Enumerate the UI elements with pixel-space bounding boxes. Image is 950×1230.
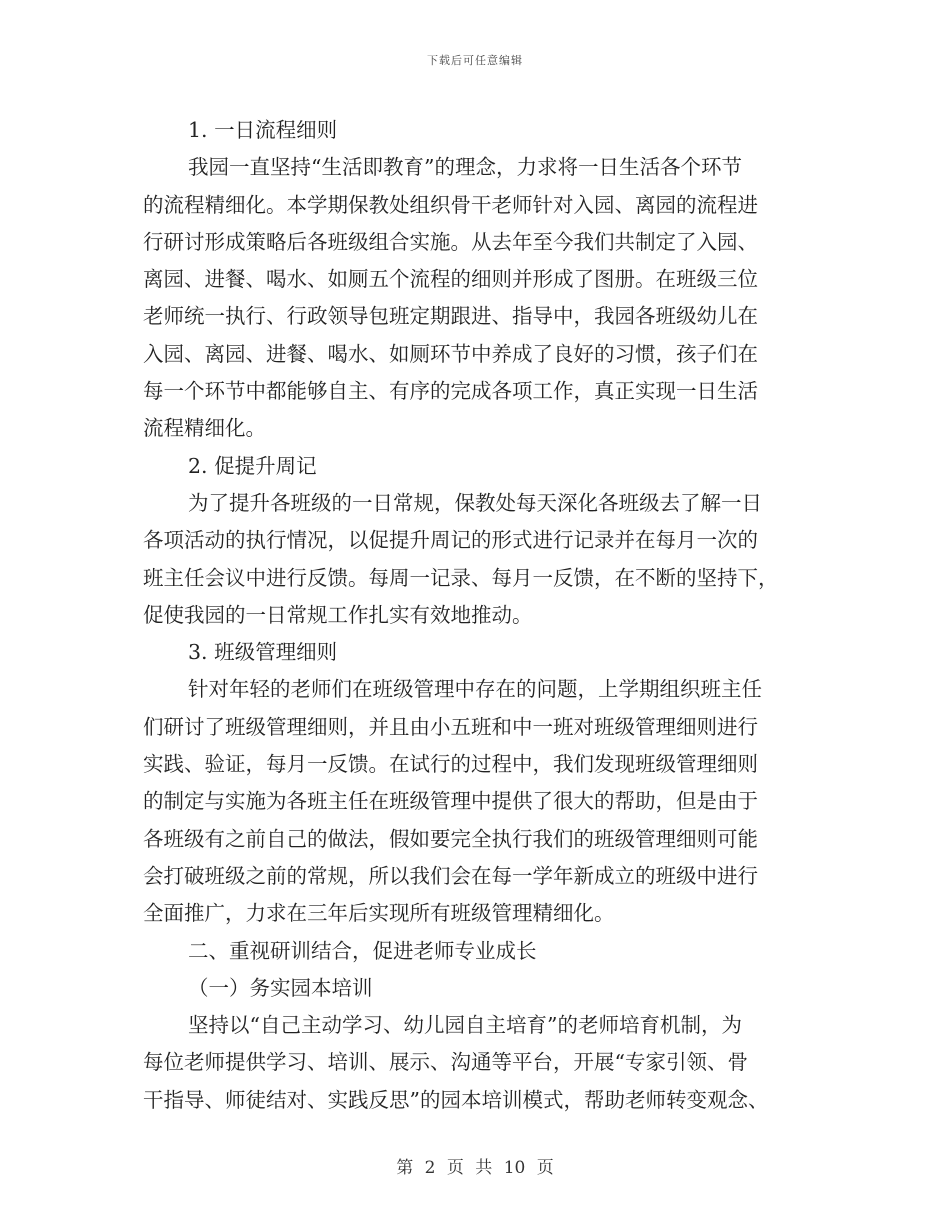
text-line: 我园一直坚持“生活即教育”的理念，力求将一日生活各个环节 xyxy=(188,155,742,180)
text-line: 班主任会议中进行反馈。每周一记录、每月一反馈，在不断的坚持下， xyxy=(143,565,779,590)
text-line: 1. 一日流程细则 xyxy=(188,118,338,142)
text-line: 入园、离园、进餐、喝水、如厕环节中养成了良好的习惯，孩子们在 xyxy=(143,341,758,366)
text-line: 每一个环节中都能够自主、有序的完成各项工作，真正实现一日生活 xyxy=(143,379,758,404)
text-line: 流程精细化。 xyxy=(143,416,266,441)
text-line: 各项活动的执行情况，以促提升周记的形式进行记录并在每月一次的 xyxy=(143,528,758,553)
text-line: 3. 班级管理细则 xyxy=(188,640,338,665)
page-header: 下载后可任意编辑 xyxy=(427,54,523,67)
text-line: 干指导、师徒结对、实践反思”的园本培训模式，帮助老师转变观念、 xyxy=(143,1087,769,1112)
text-line: 们研讨了班级管理细则，并且由小五班和中一班对班级管理细则进行 xyxy=(143,714,758,739)
text-line: 坚持以“自己主动学习、幼儿园自主培育”的老师培育机制，为 xyxy=(188,1013,742,1038)
text-line: 2. 促提升周记 xyxy=(188,453,317,478)
text-line: 离园、进餐、喝水、如厕五个流程的细则并形成了图册。在班级三位 xyxy=(143,267,758,292)
page-footer: 第 2 页 共 10 页 xyxy=(396,1158,554,1178)
text-line: 的制定与实施为各班主任在班级管理中提供了很大的帮助，但是由于 xyxy=(143,789,758,814)
section-heading: 二、重视研训结合，促进老师专业成长 xyxy=(188,938,537,963)
text-line: 行研讨形成策略后各班级组合实施。从去年至今我们共制定了入园、 xyxy=(143,229,758,254)
document-body xyxy=(143,112,813,1119)
text-line: 的流程精细化。本学期保教处组织骨干老师针对入园、离园的流程进 xyxy=(143,192,758,217)
text-line: 会打破班级之前的常规，所以我们会在每一学年新成立的班级中进行 xyxy=(143,863,758,888)
text-line: 针对年轻的老师们在班级管理中存在的问题，上学期组织班主任 xyxy=(188,677,762,702)
text-line: 全面推广，力求在三年后实现所有班级管理精细化。 xyxy=(143,901,615,926)
text-line: 老师统一执行、行政领导包班定期跟进、指导中，我园各班级幼儿在 xyxy=(143,304,758,329)
text-line: 为了提升各班级的一日常规，保教处每天深化各班级去了解一日 xyxy=(188,490,762,515)
text-line: 实践、验证，每月一反馈。在试行的过程中，我们发现班级管理细则 xyxy=(143,752,758,777)
text-line: 促使我园的一日常规工作扎实有效地推动。 xyxy=(143,602,533,627)
subsection-heading: （一）务实园本培训 xyxy=(188,975,373,1000)
text-line: 各班级有之前自己的做法，假如要完全执行我们的班级管理细则可能 xyxy=(143,826,758,851)
text-line: 每位老师提供学习、培训、展示、沟通等平台，开展“专家引领、骨 xyxy=(143,1050,748,1075)
